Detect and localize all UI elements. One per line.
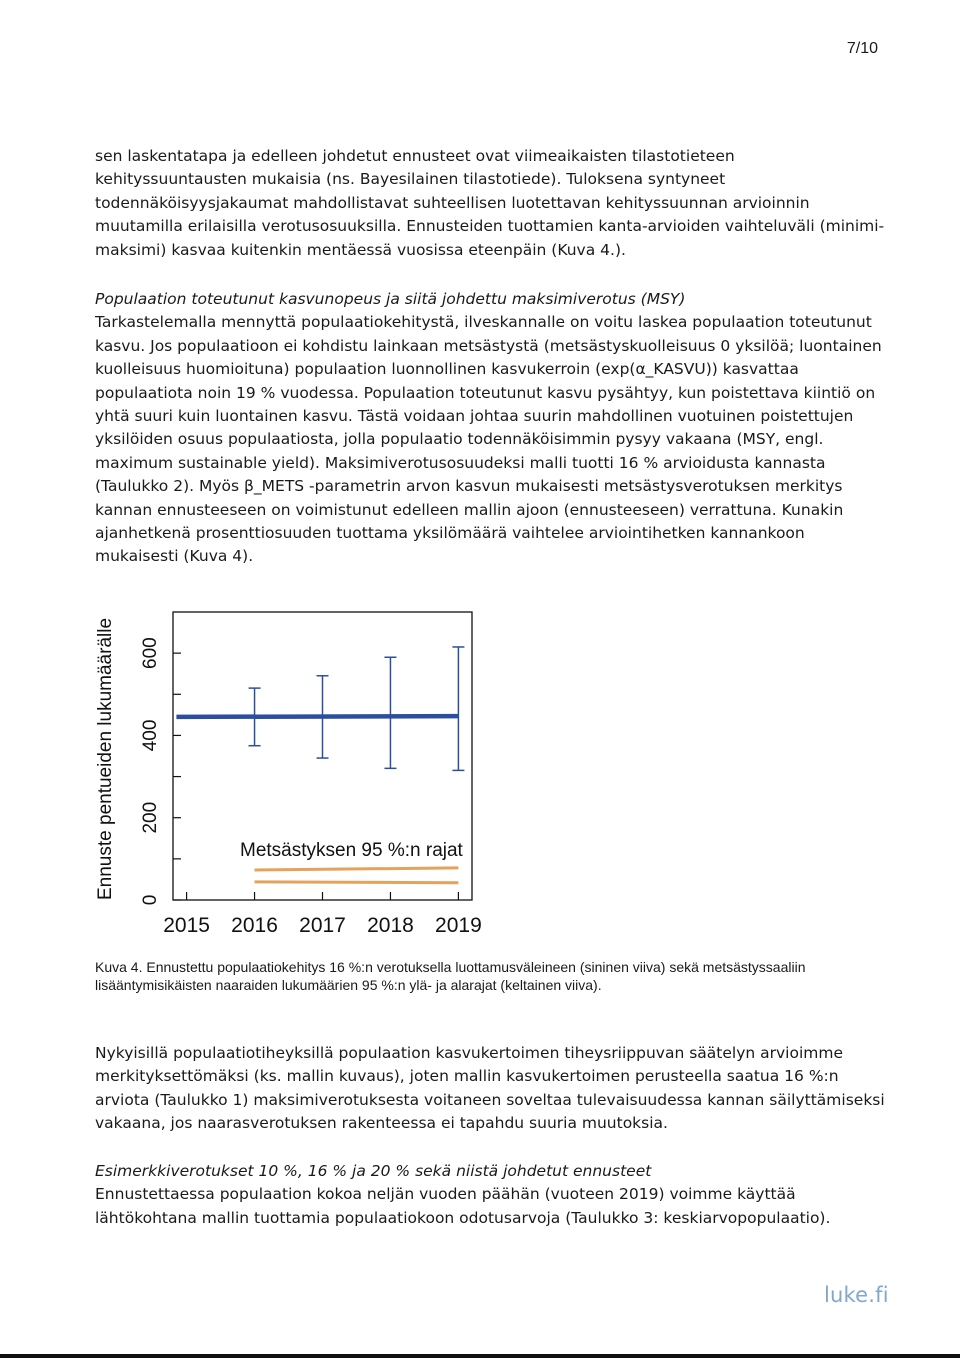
page-number: 7/10	[846, 40, 878, 57]
y-tick-label: 600	[140, 637, 161, 669]
x-tick-label: 2015	[163, 914, 210, 937]
chart-y-axis-label: Ennuste pentueiden lukumäärälle	[95, 617, 116, 900]
figure-4-chart	[80, 600, 510, 950]
paragraph-2	[95, 288, 885, 569]
paragraph-4	[95, 1160, 885, 1230]
x-tick-label: 2019	[435, 914, 482, 937]
y-tick-label: 400	[140, 719, 161, 752]
section-heading-msy: Populaation toteutunut kasvunopeus ja siitä johdettu maksimiverotus (MSY)	[95, 290, 686, 308]
chart-annotation: Metsästyksen 95 %:n rajat	[240, 840, 463, 861]
y-tick-label: 200	[140, 801, 161, 834]
section-heading-examples: Esimerkkiverotukset 10 %, 16 % ja 20 % sekä niistä johdetut ennusteet	[95, 1162, 652, 1180]
series-line	[176, 716, 458, 717]
paragraph-4-body: Ennustettaessa populaation kokoa neljän vuoden päähän (vuoteen 2019) voimme käyttää lähtökohtana mallin tuottamia populaatiokoon odotusarvoja (Taulukko 3: keskiarvopopulaatio).	[95, 1185, 831, 1227]
x-tick-label: 2016	[231, 914, 278, 937]
paragraph-2-body: Tarkastelemalla mennyttä populaatiokehitystä, ilveskannalle on voitu laskea populaation toteutunut kasvu. Jos populaatioon ei kohdistu lainkaan metsästystä (metsästyskuolleisuus 0 yksilöä; luontainen kuolleisuus huomioituna) populaation luonnollinen kasvukerroin (exp(α_KASVU)) kasvattaa populaatiota noin 19 % vuodessa. Populaation toteutunut kasvu pysähtyy, kun poistettava kiintiö on yhtä suuri kuin luontainen kasvu. Tästä voidaan johtaa suurin mahdollinen vuotuinen poistettujen yksilöiden osuus populaatiosta, jolla populaatio todennäköisimmin pysyy vakaana (MSY, engl. maximum sustainable yield). Maksimiverotusosuudeksi malli tuotti 16 % arvioidusta kannasta (Taulukko 2). Myös β_METS -parametrin arvon kasvun mukaisesti metsästysverotuksen merkitys kannan ennusteeseen on voimistunut edelleen mallin ajoon (ennusteeseen) verrattuna. Kunakin ajanhetkenä prosenttiosuuden tuottama yksilömäärä vaihtelee arviointihetken kannankoon mukaisesti (Kuva 4).	[95, 313, 882, 566]
series-line	[255, 868, 459, 870]
figure-caption: Kuva 4. Ennustettu populaatiokehitys 16 %:n verotuksella luottamusväleineen (sininen viiva) sekä metsästyssaaliin lisääntymisikäisten naaraiden lukumäärien 95 %:n ylä- ja alarajat (keltainen viiva).	[95, 959, 806, 993]
scan-edge	[0, 1354, 960, 1358]
series-line	[255, 882, 459, 883]
x-tick-label: 2018	[367, 914, 414, 937]
y-tick-label: 0	[140, 894, 161, 906]
luke-logo: luke.fi	[824, 1283, 889, 1307]
x-tick-label: 2017	[299, 914, 346, 937]
paragraph-3: Nykyisillä populaatiotiheyksillä populaation kasvukertoimen tiheysriippuvan säätelyn arvioimme merkityksettömäksi (ks. mallin kuvaus), joten mallin kasvukertoimen perusteella saatua 16 %:n arviota (Taulukko 1) maksimiverotuksesta voitaneen soveltaa tulevaisuudessa kannan säilyttämiseksi vakaana, jos naarasverotuksen rakenteessa ei tapahdu suuria muutoksia.	[95, 1044, 885, 1133]
paragraph-1: sen laskentatapa ja edelleen johdetut ennusteet ovat viimeaikaisten tilastotieteen kehityssuuntausten mukaisia (ns. Bayesilainen tilastotiede). Tuloksena syntyneet todennäköisyysjakaumat mahdollistavat suhteellisen luotettavan kehityssuunnan arvioinnin muutamilla erilaisilla verotusosuuksilla. Ennusteiden tuottamien kanta-arvioiden vaihteluväli (minimi-maksimi) kasvaa kuitenkin mentäessä vuosissa eteenpäin (Kuva 4.).	[95, 147, 885, 259]
